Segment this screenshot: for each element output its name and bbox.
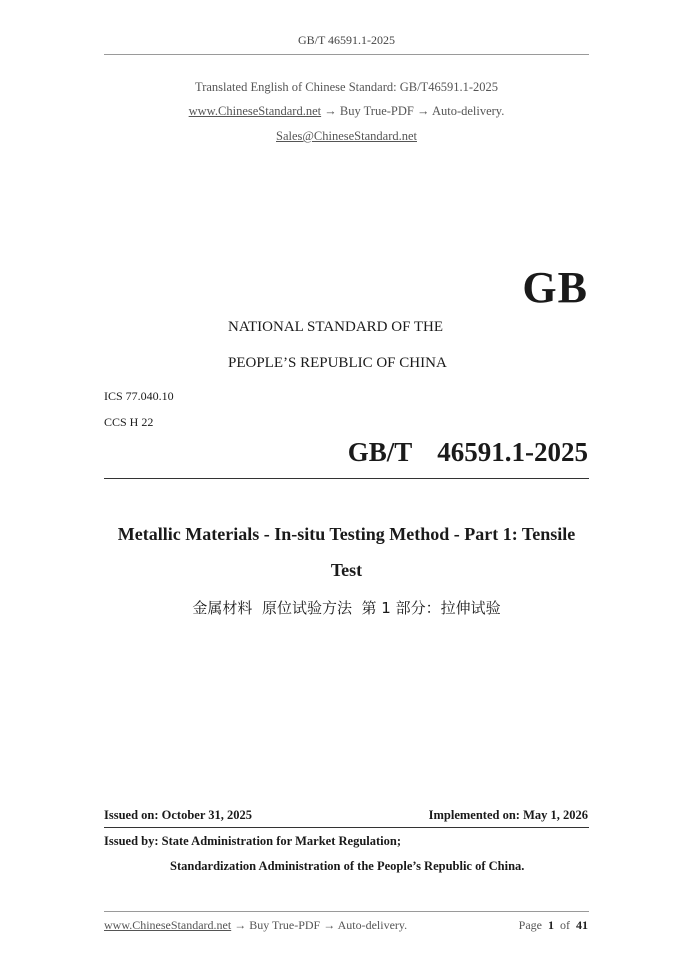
- sales-line: [0, 129, 693, 144]
- issued-divider: [104, 827, 589, 828]
- english-title-line1: Metallic Materials - In-situ Testing Method - Part 1: Tensile: [117, 524, 576, 544]
- page-number: 1: [548, 918, 554, 932]
- site-link[interactable]: www.ChineseStandard.net: [188, 104, 322, 118]
- gb-logo: GB: [522, 263, 588, 312]
- auto-delivery-text: Auto-delivery.: [431, 104, 505, 118]
- page-label: Page: [518, 918, 542, 932]
- page-indicator: [519, 918, 588, 933]
- issued-by-line1: Issued by: State Administration for Market Regulation;: [104, 834, 401, 848]
- running-header: GB/T 46591.1-2025: [297, 33, 396, 47]
- footer-buy-text: Buy True-PDF: [249, 918, 321, 932]
- national-standard-line1: NATIONAL STANDARD OF THE: [228, 319, 444, 335]
- of-label: of: [560, 918, 570, 932]
- buy-line: [0, 104, 693, 119]
- translated-notice: Translated English of Chinese Standard: GB/T46591.1-2025: [195, 80, 498, 94]
- header-divider: [104, 54, 589, 55]
- arrow-icon: →: [323, 918, 336, 932]
- ccs-code: CCS H 22: [104, 415, 154, 429]
- chinese-title: 金属材料 原位试验方法 第 1 部分：拉伸试验: [192, 599, 501, 617]
- issued-on: Issued on: October 31, 2025: [104, 808, 253, 822]
- footer-site-link[interactable]: www.ChineseStandard.net: [104, 918, 232, 932]
- arrow-icon: →: [324, 104, 337, 118]
- implemented-on: Implemented on: May 1, 2026: [428, 808, 588, 822]
- total-pages: 41: [576, 918, 588, 932]
- issued-by-line2: Standardization Administration of the People’s Republic of China.: [170, 859, 525, 873]
- ics-code: ICS 77.040.10: [104, 389, 174, 403]
- footer-buy-line: [104, 918, 407, 933]
- arrow-icon: →: [234, 918, 247, 932]
- standard-number: GB/T 46591.1-2025: [347, 437, 588, 467]
- arrow-icon: →: [417, 104, 430, 118]
- footer-divider: [104, 911, 589, 912]
- english-title-line2: Test: [330, 560, 363, 580]
- footer-auto-delivery-text: Auto-delivery.: [337, 918, 408, 932]
- buy-text: Buy True-PDF: [339, 104, 414, 118]
- sales-email-link[interactable]: Sales@ChineseStandard.net: [276, 129, 417, 143]
- standard-number-divider: [104, 478, 589, 479]
- national-standard-line2: PEOPLE’S REPUBLIC OF CHINA: [228, 355, 447, 371]
